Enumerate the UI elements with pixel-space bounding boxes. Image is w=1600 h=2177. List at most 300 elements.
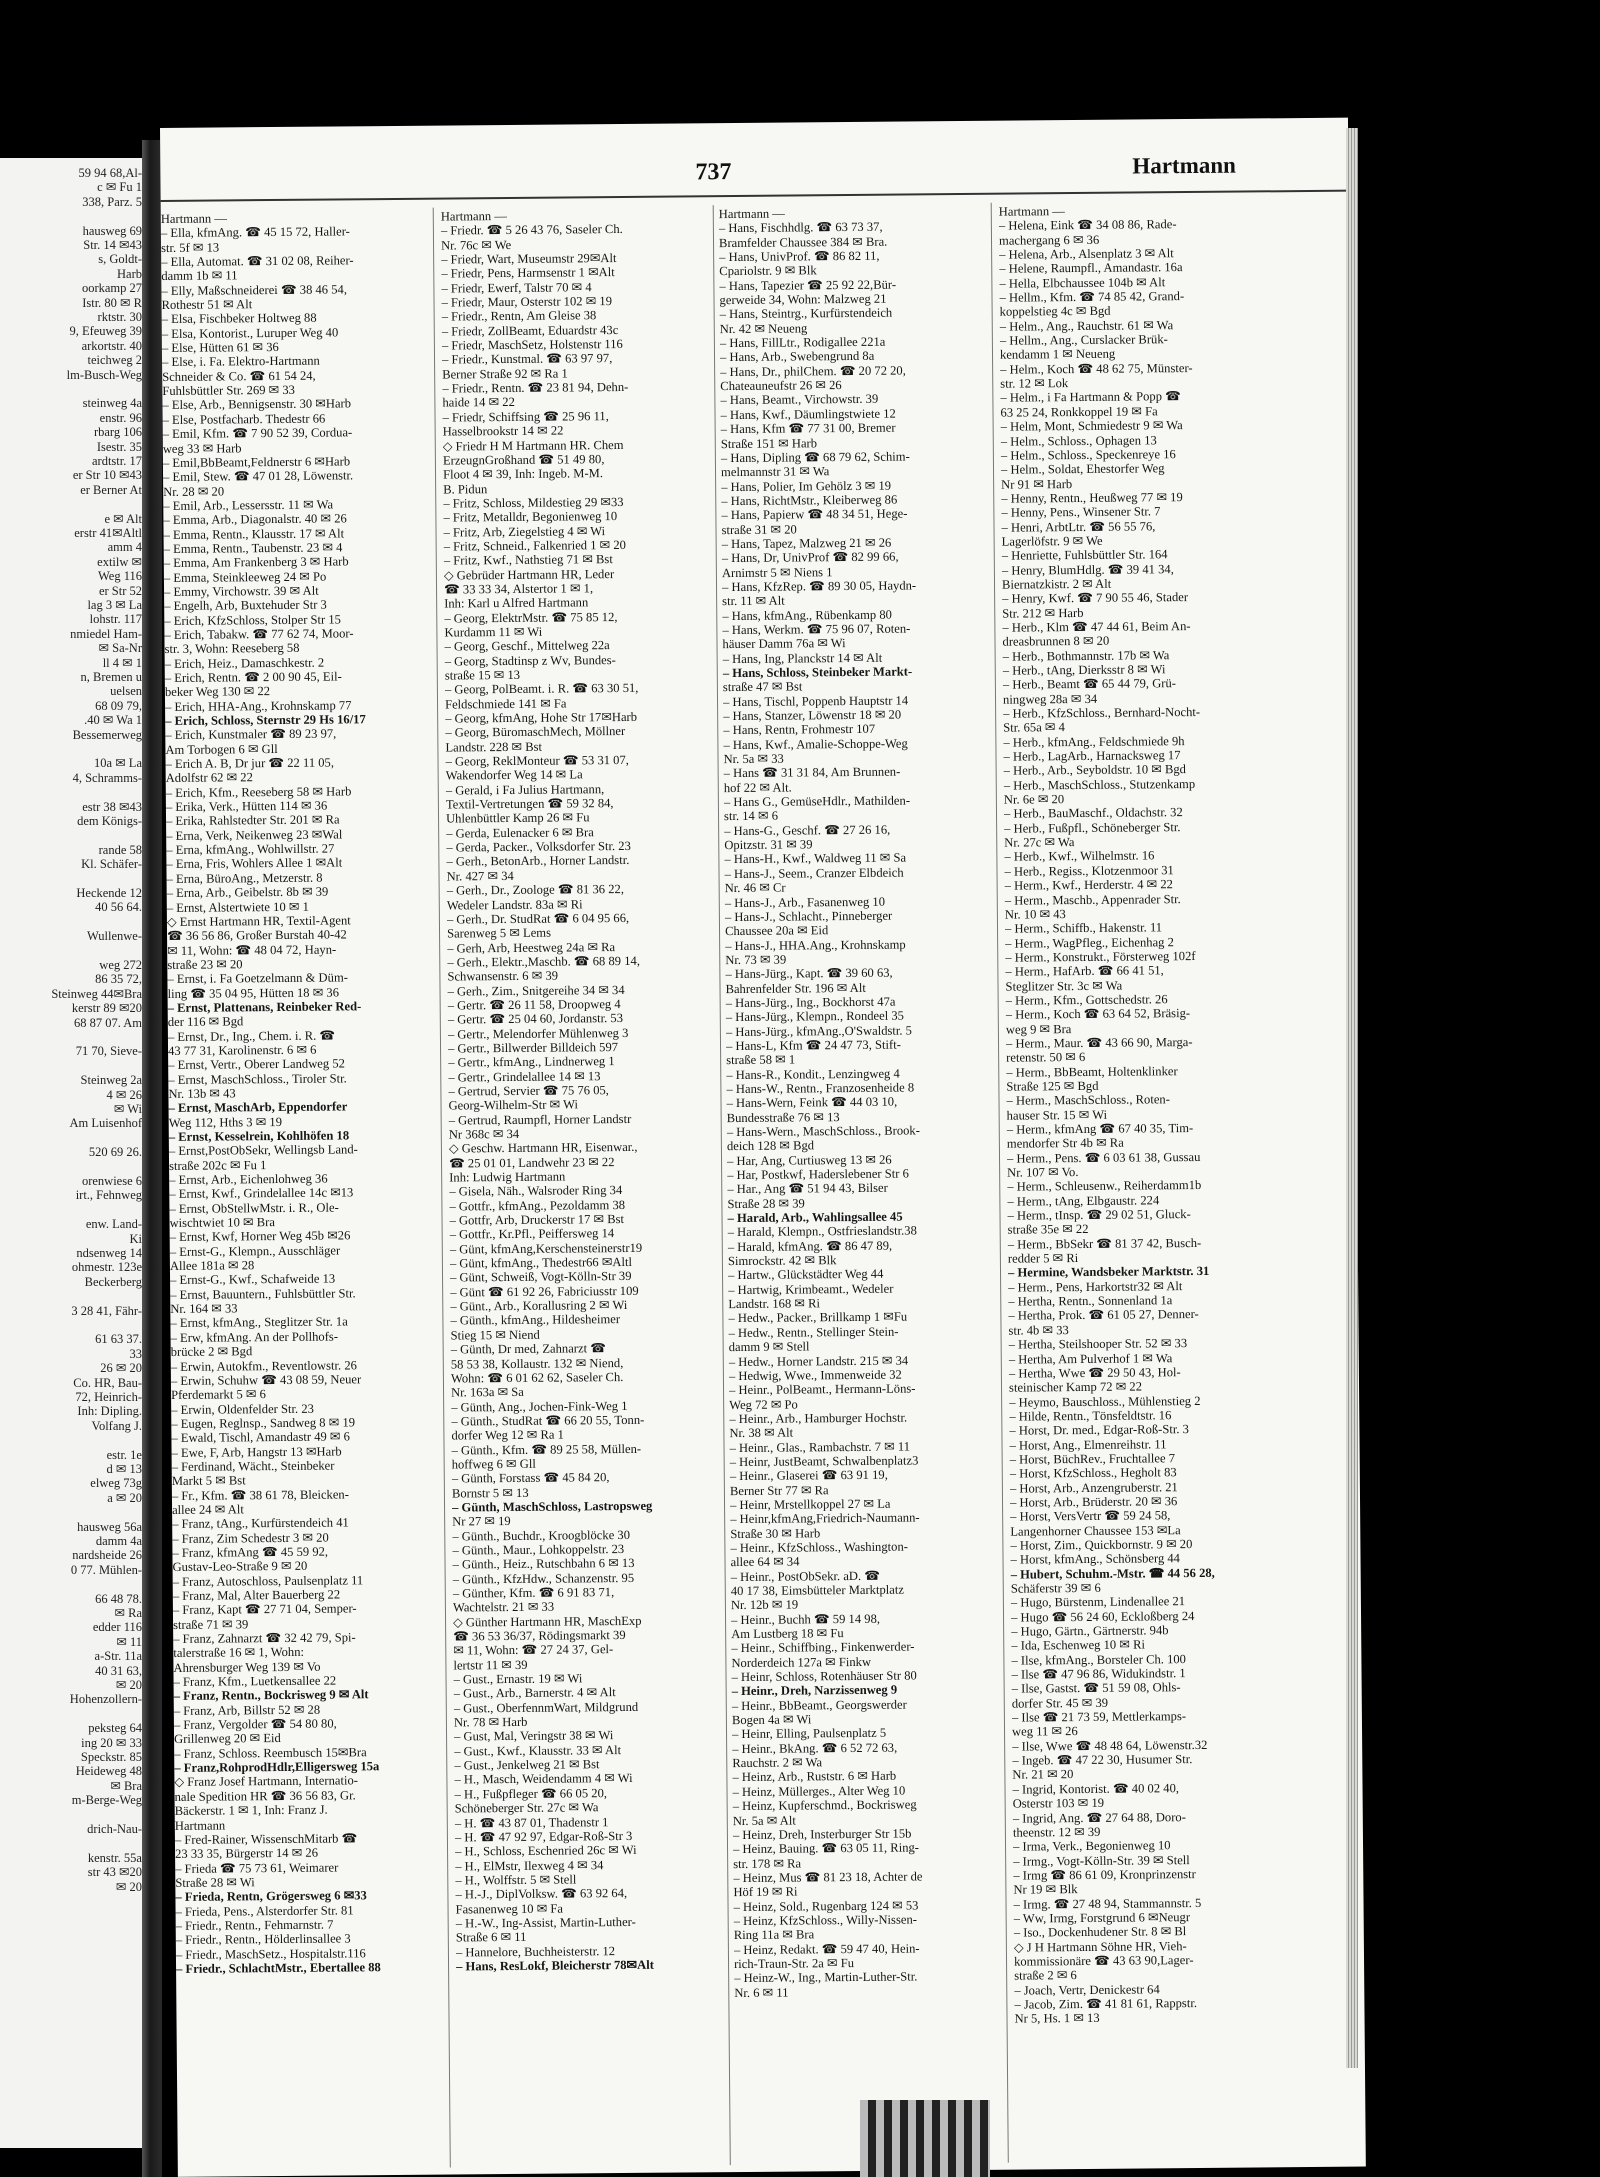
directory-entry: straße 71 ✉ 39 [172,1616,249,1632]
directory-entry: – Gerh., Dr. StudRat ☎ 6 04 95 66, [446,910,630,927]
directory-entry: – Else, Arb., Bennigsenstr. 30 ✉Harb [162,396,352,413]
directory-entry: – Henriette, Fuhlsbüttler Str. 164 [1001,547,1168,563]
directory-entry: – Hans-J., Schlacht., Pinneberger [724,908,893,924]
fragment-line: Isestr. 35 [96,439,142,454]
directory-entry: Bornstr 5 ✉ 13 [451,1485,529,1501]
directory-entry: – Günther, Kfm. ☎ 6 91 83 71, [452,1585,615,1601]
directory-entry: – Herm., WagPfleg., Eichenhag 2 [1005,934,1174,951]
directory-entry: – Har., Ang ☎ 51 94 43, Bilser [727,1181,888,1197]
directory-entry: Pferdemarkt 5 ✉ 6 [170,1387,266,1403]
directory-entry: – Erich, Heiz., Damaschkestr. 2 [164,655,325,671]
fragment-line: ✉ 20 [115,1678,142,1692]
directory-entry: ◇ Friedr H M Hartmann HR. Chem [442,437,624,454]
directory-entry: – Ilse ☎ 47 96 86, Widukindstr. 1 [1011,1666,1186,1682]
fragment-line: ✉ Ra [114,1606,142,1620]
directory-entry: – Gottfr., Kr.Pfl., Peiffersweg 14 [449,1226,615,1242]
directory-entry: melmannstr 31 ✉ Wa [720,464,830,480]
directory-entry: – Emmy, Virchowstr. 39 ✉ Alt [163,583,319,599]
directory-entry: – Franz, Rentn., Bockrisweg 9 ✉ Alt [173,1687,369,1704]
directory-entry: – Heymo, Bauschloss., Mühlenstieg 2 [1009,1393,1201,1410]
directory-entry: – Elsa, Fischbeker Holtweg 88 [161,311,317,327]
directory-entry: ◇ J H Hartmann Söhne HR, Vieh- [1013,1938,1187,1955]
directory-entry: Inh: Ludwig Hartmann [449,1169,566,1185]
directory-entry: – Erika, Rahlstedter Str. 201 ✉ Ra [165,812,340,829]
directory-entry: Am Lustberg 18 ✉ Fu [731,1626,844,1642]
fragment-line: ✉ Sa-Nr [98,641,142,656]
directory-entry: – Ernst, Alstertwiete 10 ✉ 1 [166,899,309,915]
directory-entry: – Heinr., Schiffbing., Finkenwerder- [731,1639,915,1656]
fragment-line: c ✉ Fu 1 [97,180,142,195]
directory-entry: – Friedr, Schiffsing ☎ 25 96 11, [442,408,609,425]
directory-entry: weg 33 ✉ Harb [162,440,242,456]
fragment-line: ndsenweg 14 [76,1246,142,1260]
directory-entry: – Hans-Jürg., kfmAng.,O'Swaldstr. 5 [725,1023,913,1039]
directory-entry: – Emil, Stew. ☎ 47 01 28, Löwenstr. [162,468,354,485]
directory-entry: Rauchstr. 2 ✉ Wa [732,1755,823,1771]
directory-entry: – Irmg. ☎ 27 48 94, Stammannstr. 5 [1013,1895,1202,1912]
fragment-line: Harb [117,266,142,281]
directory-entry: hoffweg 6 ✉ Gll [451,1456,536,1472]
directory-entry: – Gottfr, Arb, Druckerstr 17 ✉ Bst [449,1212,625,1228]
directory-entry: – Heinr., BkAng. ☎ 6 52 72 63, [732,1740,898,1756]
directory-entry: – Günth., Maur., Lohkoppelstr. 23 [452,1541,625,1558]
directory-entry: – Ilse, kfmAng., Borsteler Ch. 100 [1011,1651,1187,1668]
directory-entry: – Har, Ang, Curtiusweg 13 ✉ 26 [726,1152,892,1168]
directory-entry: dorfer Weg 12 ✉ Ra 1 [451,1427,564,1443]
directory-entry: – Hans, Dr, UnivProf ☎ 82 99 66, [721,549,899,566]
directory-entry: – Herm., BbBeamt, Holtenklinker [1006,1063,1178,1080]
directory-entry: – Hans, Steintrg., Kurfürstendeich [719,306,893,322]
directory-entry: – Ingrid, Kontorist. ☎ 40 02 40, [1012,1780,1180,1797]
directory-entry: Inh: Karl u Alfred Hartmann [444,595,589,611]
directory-entry: damm 1b ✉ 11 [161,268,238,284]
directory-entry: – Heinr., KfzSchloss., Washington- [730,1539,908,1556]
directory-entry: Weg 72 ✉ Po [729,1397,798,1412]
directory-entry: – Heinr, Mrstellkoppel 27 ✉ La [729,1496,891,1513]
directory-entry: ☎ 36 53 36/37, Rödingsmarkt 39 [453,1628,626,1644]
directory-entry: – Elly, Maßschneiderei ☎ 38 46 54, [161,282,348,298]
fragment-line: hausweg 56a [77,1519,142,1534]
directory-entry: Biernatzkistr. 2 ✉ Alt [1001,576,1112,592]
fragment-line: .40 ✉ Wa 1 [84,713,142,728]
fragment-line: 338, Parz. 5 [82,194,142,209]
directory-entry: – Herm., Koch ☎ 63 64 52, Bräsig- [1005,1006,1191,1022]
fragment-line: Str. 14 ✉43 [83,238,142,252]
directory-entry: – Friedr, ZollBeamt, Eduardstr 43c [441,322,619,339]
fragment-line: 0 77. Mühlen- [70,1562,142,1577]
directory-entry: straße 58 ✉ 1 [726,1052,796,1068]
directory-entry: – Herm., Pens, Harkortstr32 ✉ Alt [1008,1278,1183,1295]
directory-entry: – Erich, Kfm., Reeseberg 58 ✉ Harb [165,784,352,800]
directory-entry: – Irmg ☎ 86 61 09, Kronprinzenstr [1013,1866,1196,1883]
directory-entry: Ring 11a ✉ Bra [733,1927,815,1943]
directory-entry: – Herm., Kwf., Herderstr. 4 ✉ 22 [1004,877,1173,893]
directory-entry: – Erich, KfzSchloss, Stolper Str 15 [164,612,342,628]
fragment-line: oorkamp 27 [81,281,142,296]
directory-entry: – Günth., kfmAng., Hildesheimer [450,1312,621,1328]
fragment-line: Ki [129,1231,142,1246]
directory-entry: Allee 181a ✉ 28 [169,1258,255,1274]
directory-entry: Nr. 42 ✉ Neueng [719,321,808,336]
directory-entry: Landstr. 228 ✉ Bst [445,739,543,755]
directory-entry: – Horst, kfmAng., Schönsberg 44 [1010,1551,1181,1567]
directory-entry: – Ernst, i. Fa Goetzelmann & Düm- [167,970,348,987]
fragment-line: lohstr. 117 [89,612,142,627]
directory-entry: – Horst, Dr. med., Edgar-Roß-Str. 3 [1009,1422,1190,1438]
fragment-line: steinweg 4a [82,396,142,411]
directory-entry: – Emil, Arb., Lessersstr. 11 ✉ Wa [163,497,334,513]
directory-entry: – Gertr., Billwerder Billdeich 597 [447,1039,619,1056]
directory-entry: Lagerlöfstr. 9 ✉ We [1001,533,1103,549]
directory-entry: – Hans, Stanzer, Löwenstr 18 ✉ 20 [723,707,902,724]
directory-entry: str. 178 ✉ Ra [733,1856,802,1871]
directory-entry: ◇ Ernst Hartmann HR, Textil-Agent [166,913,351,929]
directory-entry: – Fritz, Metalldr, Begonienweg 10 [443,509,618,525]
directory-entry: – Herm., MaschSchloss., Roten- [1006,1092,1170,1108]
directory-entry: – Emma, Rentn., Taubenstr. 23 ✉ 4 [163,540,343,556]
directory-entry: – Har, Postkwf, Haderslebener Str 6 [727,1166,909,1183]
directory-entry: ◇ Geschw. Hartmann HR, Eisenwar., [448,1140,638,1156]
directory-entry: lertstr 11 ✉ 39 [453,1657,528,1673]
directory-entry: – Hans-G., Geschf. ☎ 27 26 16, [724,822,891,838]
directory-entry: – Hans, Kfm ☎ 77 31 00, Bremer [720,420,896,437]
directory-entry: – Gust., Ernastr. 19 ✉ Wi [453,1671,583,1687]
directory-entry: – Friedr., Kunstmal. ☎ 63 97 97, [441,351,613,367]
directory-entry: – Hertha, Wwe ☎ 29 50 43, Hol- [1008,1364,1181,1381]
directory-entry: – Fritz, Kwf., Nathstieg 71 ✉ Bst [443,552,613,568]
directory-entry: – Franz, Vergolder ☎ 54 80 80, [173,1716,337,1733]
directory-entry: Steglitzer Str. 3c ✉ Wa [1005,978,1123,994]
directory-entry: – Gertr., Melendorfer Mühlenweg 3 [447,1025,629,1042]
directory-entry: – Herb., Klm ☎ 47 44 61, Beim An- [1002,618,1191,635]
directory-entry: – Henny, Pens., Winsener Str. 7 [1001,504,1161,520]
directory-entry: – H., Schloss, Eschenried 26c ✉ Wi [454,1843,637,1859]
directory-entry: wischtwiet 10 ✉ Bra [169,1215,275,1231]
directory-entry: allee 24 ✉ Alt [171,1502,244,1517]
directory-entry: Fasanenweg 10 ✉ Fa [455,1901,564,1917]
directory-entry: Nr. 5a ✉ 33 [723,751,784,767]
fragment-line: Weg 116 [97,569,142,584]
directory-entry: – Joach, Vertr, Denickestr 64 [1014,1981,1160,1998]
directory-entry: Ahrensburger Weg 139 ✉ Vo [173,1659,321,1675]
directory-entry: – Ewe, F, Arb, Hangstr 13 ✉Harb [171,1444,342,1460]
directory-entry: – Heinr., PolBeamt., Hermann-Löns- [728,1381,916,1398]
header-rule [161,190,1349,202]
directory-entry: Bundesstraße 76 ✉ 13 [726,1109,840,1125]
directory-entry: – Günt ☎ 61 92 26, Fabriciusstr 109 [450,1283,639,1300]
fragment-line: 33 [129,1346,142,1361]
directory-entry: – Ernst, Vertr., Oberer Landweg 52 [168,1056,345,1073]
directory-entry: – Hilde, Rentn., Tönsfeldtstr. 16 [1009,1408,1172,1424]
directory-entry: – Gerald, i Fa Julius Hartmann, [445,781,605,798]
directory-entry: – Herm., BbSekr ☎ 81 37 42, Busch- [1007,1235,1202,1252]
directory-entry: ningweg 28a ✉ 34 [1002,691,1098,707]
directory-entry: – H., ElMstr, Ilexweg 4 ✉ 34 [455,1857,604,1874]
fragment-line: amm 4 [107,540,142,555]
directory-entry: – Ernst-G., Kwf., Schafweide 13 [169,1271,336,1288]
directory-entry: – Horst, Ang., Elmenreihstr. 11 [1009,1436,1167,1453]
directory-entry: – Hans-L, Kfm ☎ 24 47 73, Stift- [725,1037,901,1054]
directory-entry: – Hans G., GemüseHdlr., Mathilden- [723,793,911,810]
directory-entry: – Georg, ReklMonteur ☎ 53 31 07, [445,752,629,769]
fragment-line: 71 70, Sieve- [75,1044,142,1059]
directory-entry: Simrockstr. 42 ✉ Blk [727,1253,837,1269]
directory-entry: – Eugen, Reglnsp., Sandweg 8 ✉ 19 [171,1415,356,1431]
directory-entry: – Franz, Kfm., Luetkensallee 22 [173,1673,337,1690]
directory-entry: – Henry, BlumHdlg. ☎ 39 41 34, [1001,561,1174,578]
directory-entry: – Friedr., Rentn. ☎ 23 81 94, Dehn- [442,380,629,396]
fragment-line: Volfang J. [91,1418,142,1433]
directory-entry: – Hellm., Ang., Curslacker Brük- [999,332,1168,348]
directory-entry: – Heinz, Mus ☎ 81 23 18, Achter de [733,1869,923,1885]
directory-entry: – Günth., Kfm. ☎ 89 25 58, Müllen- [451,1441,642,1458]
directory-entry: – Georg, kfmAng, Hohe Str 17✉Harb [445,709,638,726]
fragment-line: 4 ✉ 26 [106,1087,142,1102]
fragment-line: ohmestr. 123e [71,1260,142,1275]
fragment-line: er Berner At [80,482,142,497]
directory-entry: – Hans, Kwf., Däumlingstwiete 12 [720,406,896,422]
directory-entry: – Gerda, Packer., Volksdorfer Str. 23 [446,839,631,855]
fragment-line: Bessemerweg [72,727,142,742]
directory-entry: – Hans-Jürg., Ing., Bockhorst 47a [725,994,896,1011]
directory-entry: – Hans-Jürg., Kapt. ☎ 39 60 63, [725,965,893,982]
directory-entry: Wedeler Landstr. 83a ✉ Ri [446,896,583,913]
directory-entry: gerweide 34, Wohn: Malzweg 21 [719,291,887,308]
directory-entry: – Hertha, Prok. ☎ 61 05 27, Denner- [1008,1307,1199,1324]
book-binding-edge [860,2100,990,2177]
directory-entry: hauser Str. 15 ✉ Wi [1006,1107,1108,1123]
directory-entry: – Herb., kfmAng., Feldschmiede 9h [1003,733,1185,750]
directory-entry: – Ernst, Bauuntern., Fuhlsbüttler Str. [170,1286,356,1302]
directory-entry: Wohn: ☎ 6 01 62 62, Saseler Ch. [450,1369,624,1386]
directory-entry: – Günth, Dr med, Zahnarzt ☎ [450,1341,606,1357]
directory-entry: str. 11 ✉ Alt [722,593,785,609]
directory-entry: – Erich A. B, Dr jur ☎ 22 11 05, [165,755,335,772]
directory-entry: straße 15 ✉ 13 [444,667,521,683]
fragment-line: rande 58 [98,842,142,857]
directory-entry: – Günth., Buchdr., Kroogblöcke 30 [452,1527,631,1544]
directory-entry: Str. 212 ✉ Harb [1002,605,1084,621]
directory-entry: allee 64 ✉ 34 [730,1554,800,1570]
directory-entry: – Hermine, Wandsbeker Marktstr. 31 [1007,1264,1210,1281]
directory-entry: Wakendorfer Weg 14 ✉ La [445,767,583,783]
directory-entry: – Fritz, Schneid., Falkenried 1 ✉ 20 [443,537,627,554]
directory-entry: – Gust., Jenkelweg 21 ✉ Bst [454,1757,600,1773]
directory-entry: – Herm., tInsp. ☎ 29 02 51, Gluck- [1007,1207,1191,1223]
directory-entry: Nr. 10 ✉ 43 [1004,906,1066,922]
directory-entry: – H.-W., Ing-Assist, Martin-Luther- [455,1914,636,1931]
directory-entry: – Friedr., Rentn., Hölderlinsallee 3 [175,1931,351,1948]
fragment-line: extilw ✉ [97,554,142,569]
fragment-line: Kl. Schäfer- [81,857,142,872]
fragment-line: 10a ✉ La [94,756,142,771]
directory-entry: – Hans-Wern, Feink ☎ 44 03 10, [726,1094,898,1111]
directory-entry: 23 33 35, Bürgerstr 14 ✉ 26 [175,1845,319,1862]
directory-entry: – Franz, Zim Schedestr 3 ✉ 20 [172,1530,329,1546]
fragment-line: hausweg 69 [82,223,142,238]
directory-entry: – Gertr. ☎ 25 04 60, Jordanstr. 53 [447,1011,624,1027]
fragment-line: 59 94 68,Al- [78,166,142,180]
directory-entry: nale Spedition HR ☎ 36 56 83, Gr. [174,1788,356,1804]
directory-entry: Nr 5, Hs. 1 ✉ 13 [1014,2011,1100,2026]
directory-entry: – Franz, kfmAng ☎ 45 59 92, [172,1544,329,1560]
directory-entry: straße 31 ✉ 20 [721,522,797,537]
fragment-line: m-Berge-Weg [71,1793,142,1808]
directory-entry: Norderdeich 127a ✉ Finkw [731,1654,872,1670]
directory-entry: steinischer Kamp 72 ✉ 22 [1008,1379,1143,1395]
directory-entry: Stieg 15 ✉ Niend [450,1327,540,1343]
directory-entry: str. 3, Wohn: Reeseberg 58 [164,641,300,657]
directory-entry: – Fritz, Schloss, Mildestieg 29 ✉33 [443,494,624,511]
directory-entry: – Gertr. ☎ 26 11 58, Droopweg 4 [447,996,621,1013]
directory-entry: – Herb., tAng, Dierksstr 8 ✉ Wi [1002,662,1166,678]
directory-entry: – Hans, Tapez, Malzweg 21 ✉ 26 [721,535,892,552]
fragment-line: 26 ✉ 20 [100,1361,142,1376]
directory-entry: – Hans, Arb., Swebengrund 8a [719,349,875,365]
directory-entry: – Helm., Soldat, Ehestorfer Weg [1000,461,1165,477]
directory-entry: – Hedw., Horner Landstr. 215 ✉ 34 [728,1353,909,1369]
fragment-line: ✉ 20 [115,1879,142,1894]
directory-entry: – Gust., Kwf., Klausstr. 33 ✉ Alt [454,1742,622,1759]
directory-entry: der 116 ✉ Bgd [167,1014,244,1030]
directory-entry: – Hertha, Rentn., Sonnenland 1a [1008,1293,1173,1309]
directory-entry: Nr. 73 ✉ 39 [725,952,787,967]
directory-entry: Textil-Vertretungen ☎ 59 32 84, [445,796,614,812]
fragment-line: 520 69 26. [88,1145,142,1160]
directory-entry: Straße 151 ✉ Harb [720,435,818,451]
directory-entry: – Friedr, Pens, Harmsenstr 1 ✉Alt [441,265,615,281]
directory-entry: – Hans-W., Rentn., Franzosenheide 8 [726,1080,915,1097]
directory-entry: – Hertha, Steilshooper Str. 52 ✉ 33 [1008,1336,1188,1352]
directory-entry: ✉ 11, Wohn: ☎ 27 24 37, Gel- [453,1642,614,1658]
directory-entry: – Herm., HafArb. ☎ 66 41 51, [1005,963,1164,979]
directory-entry: Nr. 38 ✉ Alt [729,1425,794,1441]
directory-entry: – Friedr, Maur, Osterstr 102 ✉ 19 [441,294,613,310]
directory-entry: Nr. 164 ✉ 33 [170,1301,238,1317]
directory-entry: – Heinz-W., Ing., Martin-Luther-Str. [734,1969,918,1986]
directory-entry: – Heinr, JustBeamt, Schwalbenplatz3 [729,1453,919,1469]
directory-entry: haide 14 ✉ 22 [442,395,515,411]
directory-entry: – Gerh., Elektr.,Maschb. ☎ 68 89 14, [447,953,641,970]
directory-entry: Am Torbogen 6 ✉ Gll [165,741,278,757]
directory-entry: Bogen 4a ✉ Wi [731,1712,812,1728]
directory-entry: – Günt, Schweiß, Vogt-Kölln-Str 39 [449,1269,632,1285]
fragment-line: e ✉ Alt [104,511,142,526]
directory-entry: – Erich, Kunstmaler ☎ 89 23 97, [165,726,337,743]
directory-entry: – Heinz, Redakt. ☎ 59 47 40, Hein- [733,1941,920,1957]
directory-entry: straße 35e ✉ 22 [1007,1222,1089,1238]
directory-entry: – Günt, kfmAng., Thedestr66 ✉Altl [449,1255,633,1271]
directory-entry: Grillenweg 20 ✉ Eid [174,1731,281,1747]
directory-entry: 58 53 38, Kollaustr. 132 ✉ Niend, [450,1355,624,1372]
column-1 [161,210,444,1977]
directory-entry: weg 11 ✉ 26 [1011,1724,1078,1740]
directory-entry: – Harald, Arb., Wahlingsallee 45 [727,1209,903,1226]
fragment-line: a-Str. 11a [94,1649,142,1664]
directory-entry: – Franz, Zahnarzt ☎ 32 42 79, Spi- [173,1630,356,1646]
fragment-line: ing 20 ✉ 33 [81,1735,142,1750]
adjacent-page-fragment [0,158,142,2148]
directory-entry: weg 9 ✉ Bra [1005,1021,1072,1037]
directory-entry: – Gerh., Zim., Snitgereihe 34 ✉ 34 [447,982,625,999]
directory-entry: – Helm., Ang., Rauchstr. 61 ✉ Wa [999,317,1174,334]
directory-entry: Nr. 21 ✉ 20 [1012,1767,1074,1783]
directory-entry: – Ernst, kfmAng., Steglitzer Str. 1a [170,1314,348,1331]
directory-entry: – Hugo, Gärtn., Gärtnerstr. 94b [1011,1623,1169,1639]
fragment-line: Heckende 12 [76,886,142,900]
page-edges [1346,128,1358,2068]
directory-entry: – Franz, Arb, Billstr 52 ✉ 28 [173,1702,321,1718]
directory-entry: Hartmann [174,1817,226,1833]
directory-entry: ✉ 11, Wohn: ☎ 48 04 72, Hayn- [167,942,337,958]
directory-entry: – Erna, kfmAng., Wohlwillstr. 27 [166,841,335,858]
directory-entry: – Henri, ArbtLtr. ☎ 56 55 76, [1001,518,1156,535]
directory-entry: – Horst, Zim., Quickbornstr. 9 ✉ 20 [1010,1537,1193,1553]
directory-entry: – Henny, Rentn., Heußweg 77 ✉ 19 [1001,489,1183,506]
directory-entry: – Hubert, Schuhm.-Mstr. ☎ 44 56 28, [1010,1565,1215,1582]
directory-entry: str. 14 ✉ 6 [723,809,779,824]
directory-entry: – Friedr., MaschSetz., Hospitalstr.116 [175,1945,366,1962]
directory-entry: – Ernst, Kesselrein, Kohlhöfen 18 [168,1128,350,1144]
directory-entry: – Elsa, Kontorist., Luruper Weg 40 [161,325,339,341]
directory-entry: – Ernst, Dr., Ing., Chem. i. R. ☎ [167,1028,336,1044]
directory-entry: – Hans-J., Arb., Fasanenweg 10 [724,894,886,910]
directory-entry: – Ferdinand, Wächt., Steinbeker [171,1458,335,1474]
directory-entry: – Hans, kfmAng., Rübenkamp 80 [722,607,892,623]
directory-entry: – Emma, Arb., Diagonalstr. 40 ✉ 26 [163,511,347,528]
directory-entry: – Fritz, Arb, Ziegelstieg 4 ✉ Wi [443,523,606,540]
directory-entry: redder 5 ✉ Ri [1007,1251,1079,1266]
directory-entry: – Franz, Mal, Alter Bauerberg 22 [172,1587,341,1603]
directory-entry: Hartmann — [440,208,507,224]
directory-entry: – Friedr, Ewerf, Talstr 70 ✉ 4 [441,279,592,296]
fragment-line: estr 38 ✉43 [82,799,142,814]
directory-entry: – Hartw., Glückstädter Weg 44 [727,1267,884,1283]
directory-entry: – Ernst, Plattenans, Reinbeker Red- [167,999,362,1015]
directory-entry: – Ingrid, Ang. ☎ 27 64 88, Doro- [1012,1809,1186,1826]
directory-entry: – Emma, Steinkleeweg 24 ✉ Po [163,569,327,585]
directory-entry: Feldschmiede 141 ✉ Fa [444,696,567,712]
directory-entry: – Iso., Dockenhudener Str. 8 ✉ Bl [1013,1924,1187,1940]
directory-entry: Nr. 107 ✉ Vo. [1007,1165,1079,1180]
directory-entry: theenstr. 12 ✉ 39 [1012,1824,1101,1840]
directory-entry: – Heinz, Müllerges., Alter Weg 10 [732,1783,906,1799]
directory-entry: – Gertr., Grindelallee 14 ✉ 13 [448,1068,601,1085]
directory-entry: Langenhorner Chaussee 153 ✉La [1010,1522,1181,1539]
directory-entry: – Frieda ☎ 75 73 61, Weimarer [175,1860,339,1876]
directory-entry: Floot 4 ✉ 39, Inh: Ingeb. M-M. [442,466,604,482]
directory-entry: – Horst, VersVertr ☎ 59 24 58, [1010,1508,1171,1524]
directory-entry: – Friedr, MaschSetz, Holstenstr 116 [441,337,623,353]
directory-entry: – Erich, Rentn. ☎ 2 00 90 45, Eil- [164,669,342,685]
directory-entry: Berner Str 77 ✉ Ra [729,1482,829,1498]
directory-entry: – Herb., Beamt ☎ 65 44 79, Grü- [1002,676,1177,693]
directory-entry: – Georg, PolBeamt. i. R. ☎ 63 30 51, [444,681,639,697]
directory-entry: – Gust., OberfennmWart, Mildgrund [453,1699,639,1716]
directory-entry: – Fr., Kfm. ☎ 38 61 78, Bleicken- [171,1486,349,1503]
fragment-line: 3 28 41, Fähr- [71,1303,142,1318]
directory-entry: ErzeugnGroßhand ☎ 51 49 80, [442,451,605,468]
running-head: Hartmann [1132,152,1236,179]
directory-entry: – Erwin, Oldenfelder Str. 23 [171,1401,314,1417]
directory-entry: – Hugo ☎ 56 24 60, Eckloßberg 24 [1010,1608,1195,1625]
directory-entry: Straße 28 ✉ 39 [727,1196,805,1211]
directory-entry: – Erna, BüroAng., Metzerstr. 8 [166,870,323,886]
page-number: 737 [695,159,732,186]
directory-entry: – Hans, Rentn, Frohmestr 107 [723,722,876,738]
fragment-line: ✉ 11 [116,1634,142,1649]
directory-entry: Straße 6 ✉ 11 [455,1930,527,1945]
